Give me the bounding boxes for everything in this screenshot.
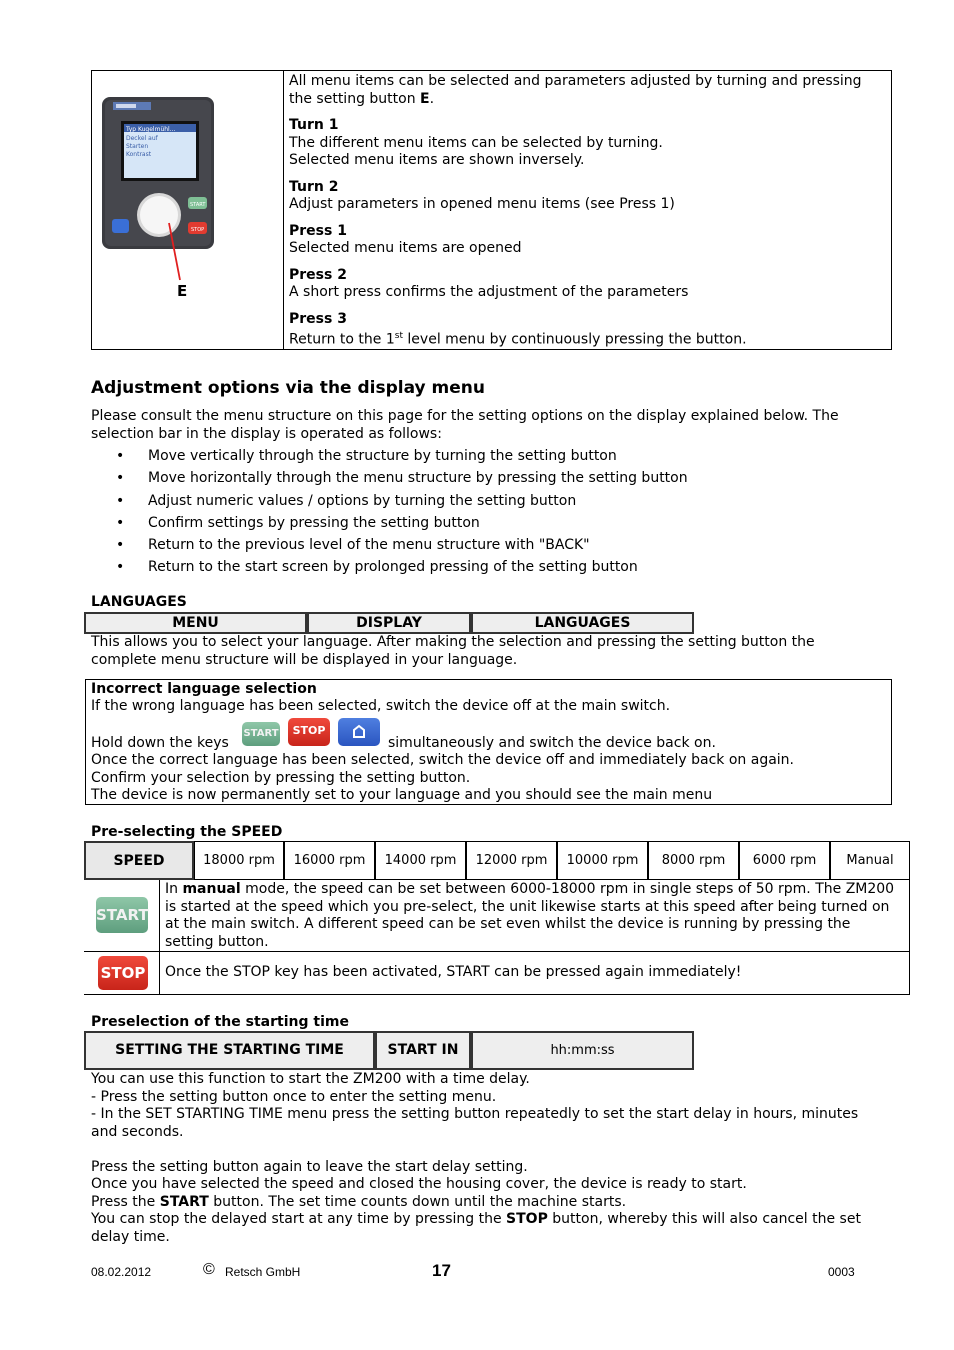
speed-option[interactable]: 10000 rpm <box>557 841 648 880</box>
speed-option[interactable]: 8000 rpm <box>648 841 739 880</box>
incorrect-line-4: Confirm your selection by pressing the setting button. <box>91 770 471 786</box>
speed-stop-text: Once the STOP key has been activated, START can be pressed again immediately! <box>165 964 742 980</box>
incorrect-line-3: Once the correct language has been selected, switch the device off and immediately back on again. <box>91 752 794 768</box>
key-start-label: START <box>190 202 206 208</box>
device-table <box>91 70 892 350</box>
incorrect-hold-pre: Hold down the keys <box>91 735 229 751</box>
step-line: Selected menu items are opened <box>289 240 522 256</box>
list-item: • Move horizontally through the menu structure by pressing the setting button <box>91 470 891 492</box>
starting-line <box>91 1211 881 1246</box>
pointer-label: E <box>177 282 188 300</box>
starting-line: - Press the setting button once to enter the setting menu. <box>91 1088 497 1105</box>
footer-code: 0003 <box>828 1265 855 1279</box>
step-press-3 <box>289 311 886 350</box>
page-number: 17 <box>432 1261 451 1280</box>
incorrect-title: Incorrect language selection <box>91 681 317 697</box>
starting-line: You can use this function to start the ZM200 with a time delay. <box>91 1071 530 1087</box>
menu-box-languages: LANGUAGES <box>471 612 694 634</box>
press-start-pre: Press the <box>91 1193 160 1210</box>
starting-text <box>91 1071 881 1246</box>
screen-line-1: Typ Kugelmühl... <box>126 126 176 133</box>
step-turn-2 <box>289 179 886 214</box>
step-press-1 <box>289 223 886 258</box>
start-key-icon: START <box>242 722 280 746</box>
speed-option-manual[interactable]: Manual <box>830 841 910 880</box>
press-start-bold: START <box>159 1193 209 1210</box>
start-post: mode, the speed can be set between 6000-18000 rpm in single steps of 50 rpm. The ZM200 is started at the speed which you pre-select, the unit likewise starts at this speed after being turned on at the main switch. A different speed can be set even whilst the device is running by pressing the setting button. <box>165 881 895 950</box>
footer-date: 08.02.2012 <box>91 1265 152 1279</box>
screen-line-3: Starten <box>126 143 149 150</box>
step-title: Turn 1 <box>289 117 339 133</box>
device-image-cell <box>92 71 284 350</box>
speed-option[interactable]: 6000 rpm <box>739 841 830 880</box>
press3-post: level menu by continuously pressing the button. <box>402 331 747 348</box>
press-start-post: button. The set time counts down until the machine starts. <box>208 1193 627 1210</box>
step-line: Selected menu items are shown inversely. <box>289 152 585 168</box>
menu-box-start-in: START IN <box>375 1031 471 1070</box>
stop-pre: You can stop the delayed start at any time by pressing the <box>91 1211 507 1227</box>
speed-option[interactable]: 16000 rpm <box>284 841 375 880</box>
step-title: Press 2 <box>289 266 347 283</box>
speed-info-table <box>84 880 910 995</box>
stop-key-icon: STOP <box>98 956 148 990</box>
speed-start-row <box>84 880 910 952</box>
press3-sup: st <box>394 331 403 341</box>
step-title: Turn 2 <box>289 178 339 195</box>
speed-option[interactable]: 18000 rpm <box>194 841 284 880</box>
starting-line: Once you have selected the speed and closed the housing cover, the device is ready to start. <box>91 1176 747 1192</box>
menu-box-menu: MENU <box>84 612 307 634</box>
intro-key: E <box>420 90 430 107</box>
languages-text: This allows you to select your language. After making the selection and pressing the setting button the complete menu structure will be displayed in your language. <box>91 634 815 668</box>
incorrect-line-1: If the wrong language has been selected, switch the device off at the main switch. <box>91 698 671 714</box>
menu-box-display: DISPLAY <box>307 612 471 634</box>
speed-option[interactable]: 14000 rpm <box>375 841 466 880</box>
stop-bold: STOP <box>506 1211 548 1227</box>
starting-heading: Preselection of the starting time <box>91 1014 349 1030</box>
start-bold: manual <box>182 881 241 897</box>
key-stop-label: STOP <box>191 227 205 233</box>
list-item: • Return to the start screen by prolonged pressing of the setting button <box>91 559 891 581</box>
press3-pre: Return to the 1 <box>289 331 395 348</box>
list-item: • Return to the previous level of the menu structure with "BACK" <box>91 537 891 559</box>
step-title: Press 1 <box>289 222 347 239</box>
copyright-icon: © <box>203 1261 215 1278</box>
footer-company: Retsch GmbH <box>225 1265 301 1279</box>
starting-line <box>91 1194 881 1212</box>
step-line: A short press confirms the adjustment of the parameters <box>289 284 689 300</box>
screen-line-4: Kontrast <box>126 151 152 158</box>
starting-line: - In the SET STARTING TIME menu press the setting button repeatedly to set the start delay in hours, minutes and seconds. <box>91 1106 859 1140</box>
start-key-icon: START <box>96 897 148 933</box>
menu-box-time-format: hh:mm:ss <box>471 1031 694 1070</box>
menu-box-setting-starting-time: SETTING THE STARTING TIME <box>84 1031 375 1070</box>
incorrect-hold-post: simultaneously and switch the device back on. <box>388 735 716 751</box>
adjust-bullet-list <box>91 448 891 582</box>
step-line: Adjust parameters in opened menu items (see Press 1) <box>289 196 675 212</box>
starting-line: Press the setting button again to leave the start delay setting. <box>91 1158 528 1175</box>
list-item: • Adjust numeric values / options by turning the setting button <box>91 493 891 515</box>
adjust-intro: Please consult the menu structure on this page for the setting options on the display explained below. The selection bar in the display is operated as follows: <box>91 408 839 442</box>
languages-heading: LANGUAGES <box>91 594 187 610</box>
step-press-2 <box>289 267 886 302</box>
step-turn-1 <box>289 117 886 170</box>
step-line: The different menu items can be selected by turning. <box>289 134 663 151</box>
speed-header: SPEED <box>84 841 194 880</box>
speed-options-row <box>84 841 910 881</box>
intro-end: . <box>429 90 435 107</box>
stop-post: button, whereby this will also cancel the set delay time. <box>91 1211 861 1245</box>
speed-heading: Pre-selecting the SPEED <box>91 824 283 840</box>
intro-text: All menu items can be selected and parameters adjusted by turning and pressing the setting button <box>289 73 862 107</box>
incorrect-language-box <box>85 679 892 805</box>
key-blue-icon[interactable] <box>112 219 129 233</box>
device-description <box>284 71 892 350</box>
stop-key-icon: STOP <box>288 718 330 746</box>
control-panel-image <box>92 71 283 347</box>
speed-start-text <box>165 881 900 951</box>
list-item: • Move vertically through the structure by turning the setting button <box>91 448 891 470</box>
incorrect-line-5: The device is now permanently set to your language and you should see the main menu <box>91 787 713 803</box>
start-pre: In <box>165 881 183 897</box>
manual-key-icon <box>338 718 380 746</box>
screen-line-2: Deckel auf <box>126 135 158 142</box>
adjust-heading: Adjustment options via the display menu <box>91 378 485 398</box>
list-item: • Confirm settings by pressing the setting button <box>91 515 891 537</box>
step-title: Press 3 <box>289 310 347 327</box>
speed-stop-row <box>84 952 910 995</box>
speed-option[interactable]: 12000 rpm <box>466 841 557 880</box>
